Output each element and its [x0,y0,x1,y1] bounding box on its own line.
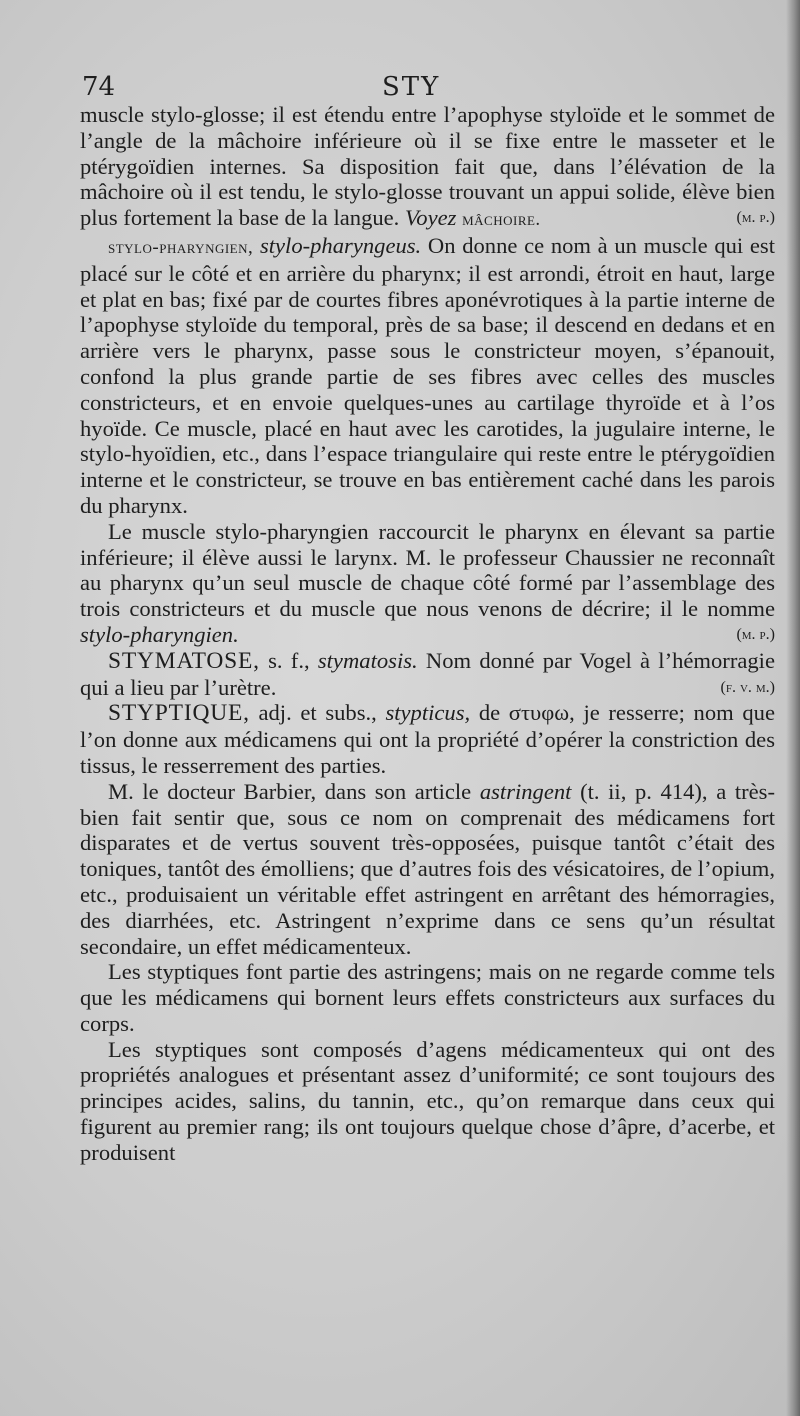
cross-reference: mâchoire. [462,209,541,231]
paragraph-stylo-glosse-end: muscle stylo-glosse; il est étendu entre l’apophyse styloïde et le sommet de l’angle de la mâchoire inférieure où il se fixe entre le masseter et le ptérygoïdien internes. Sa disposition fait que, dans l’élévation de la mâchoire où il est tendu, le stylo-glosse trouvant un appui solide, élève bien plus fortement la base de la langue. Voyez mâchoire. (m. p.) [80,102,775,231]
page-edge-shadow [786,0,800,1416]
latin-term: stypticus, [385,700,471,726]
body-text [80,102,775,1166]
latin-term: astringent [479,778,572,804]
entry-styptique: STYPTIQUE, adj. et subs., stypticus, de στυφω, je resserre; nom que l’on donne aux médicamens qui ont la propriété d’opérer la constriction des tissus, le resserrement des parties. [80,700,775,778]
latin-term: stymatosis. [317,647,418,673]
paragraph-astringens: Les styptiques font partie des astringens; mais on ne regarde comme tels que les médicamens qui bornent leurs effets constricteurs aux surfaces du corps. [80,959,775,1036]
page-number: 74 [82,72,116,102]
paragraph-barbier: M. le docteur Barbier, dans son article astringent (t. ii, p. 414), a très-bien fait sentir que, sous ce nom on comprenait des médicamens fort disparates et de vertus souvent très-opposées, puisque tantôt c’était des toniques, tantôt des émolliens; que d’autres fois des vésicatoires, de l’opium, etc., produisaient un véritable effet astringent en arrêtant des hémorragies, des diarrhées, etc. Astringent n’exprime dans ce sens qu’un résultat secondaire, un effet médicamenteux. [80,778,775,959]
latin-term: stylo-pharyngien. [80,621,239,647]
entry-head: STYPTIQUE, [108,700,250,727]
voyez: Voyez [404,205,457,231]
entry-head: stylo-pharyngien, [108,236,254,258]
entry-head: STYMATOSE, [108,647,260,674]
paragraph-composition: Les styptiques sont composés d’agens médicamenteux qui ont des propriétés analogues et présentant assez d’uniformité; ce sont toujours des principes acides, salins, du tannin, etc., qu’on remarque dans ceux qui figurent au premier rang; ils ont toujours quelque chose d’âpre, d’acerbe, et produisent [80,1036,775,1165]
paragraph-chaussier: Le muscle stylo-pharyngien raccourcit le pharynx en élevant sa partie inférieure; il élève aussi le larynx. M. le professeur Chaussier ne reconnaît au pharynx qu’un seul muscle de chaque côté formé par l’assemblage des trois constricteurs et du muscle que nous venons de décrire; il le nomme stylo-pharyngien. (m. p.) [80,518,775,647]
author-signature: (f. v. m.) [720,678,775,696]
running-head: STY [382,72,441,102]
entry-stylo-pharyngien: stylo-pharyngien, stylo-pharyngeus. On donne ce nom à un muscle qui est placé sur le côté et en arrière du pharynx; il est arrondi, étroit en haut, large et plat en bas; fixé par de courtes fibres aponévrotiques à la partie interne de l’apophyse styloïde du temporal, près de sa base; il descend en dedans et en arrière vers le pharynx, passe sous le constricteur moyen, s’épanouit, confond la plus grande partie de ses fibres avec celles des muscles constricteurs, et en envoie quelques-unes au cartilage thyroïde et à l’os hyoïde. Ce muscle, placé en haut avec les carotides, la jugulaire interne, le stylo-hyoïdien, etc., dans l’espace triangulaire qui reste entre le ptérygoïdien interne et le constricteur, se trouve en bas entièrement caché dans les parois du pharynx. [80,232,775,518]
latin-term: stylo-pharyngeus. [259,232,422,258]
entry-stymatose: STYMATOSE, s. f., stymatosis. Nom donné par Vogel à l’hémorragie qui a lieu par l’urètre. (f. v. m.) [80,647,775,700]
author-signature: (m. p.) [736,209,775,227]
author-signature: (m. p.) [736,625,775,643]
page-header [0,72,800,106]
